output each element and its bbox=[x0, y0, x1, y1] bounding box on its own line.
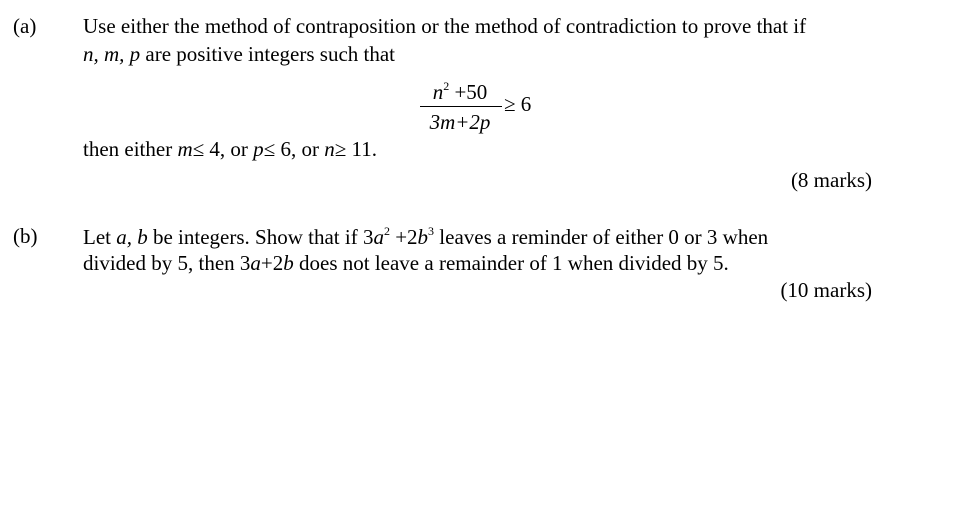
expr1-var-b: b bbox=[417, 225, 429, 249]
expr2-coef-3: 3 bbox=[239, 251, 251, 275]
expr2-plus: +2 bbox=[260, 251, 284, 275]
conclusion-var-n: n bbox=[324, 137, 335, 161]
fraction bbox=[420, 74, 502, 135]
expr2-var-b: b bbox=[283, 251, 294, 275]
part-a-conclusion bbox=[83, 137, 377, 162]
part-a-line-2 bbox=[83, 42, 395, 67]
fraction-numerator bbox=[433, 74, 490, 106]
part-a-marks: (8 marks) bbox=[790, 168, 872, 192]
part-a-variables: n, m, p bbox=[83, 42, 141, 66]
part-b-line-2-end: does not leave a remainder of 1 when divided by 5. bbox=[293, 251, 729, 275]
numerator-exponent: 2 bbox=[443, 79, 450, 93]
part-b-label: (b) bbox=[13, 224, 38, 248]
conclusion-cond-1: ≤ 4, or bbox=[192, 137, 254, 161]
fraction-denominator: 3m+2p bbox=[429, 110, 491, 134]
part-a-line-1: Use either the method of contraposition or the method of contradiction to prove that if bbox=[83, 14, 807, 38]
expr1-var-a: a bbox=[373, 225, 384, 249]
conclusion-cond-2: ≤ 6, or bbox=[263, 137, 325, 161]
inequality-fraction bbox=[420, 74, 531, 135]
part-b-line-1-end: leaves a reminder of either 0 or 3 when bbox=[434, 225, 769, 249]
numerator-constant: +50 bbox=[449, 80, 488, 104]
expr1-plus: +2 bbox=[389, 225, 418, 249]
part-b-line-2 bbox=[83, 251, 729, 276]
conclusion-prefix: then either bbox=[83, 137, 178, 161]
expr1-exp-b: 3 bbox=[428, 224, 435, 238]
part-b-line-1-mid: be integers. Show that if bbox=[147, 225, 363, 249]
part-a-line-2-text: are positive integers such that bbox=[140, 42, 396, 66]
part-b-line-2-pre: divided by 5, then bbox=[83, 251, 240, 275]
part-a-label: (a) bbox=[13, 14, 37, 38]
expr1-exp-a: 2 bbox=[383, 224, 390, 238]
conclusion-cond-3: ≥ 11. bbox=[334, 137, 377, 161]
expr2-var-a: a bbox=[250, 251, 261, 275]
conclusion-var-m: m bbox=[177, 137, 193, 161]
part-b-variables: a, b bbox=[116, 225, 148, 249]
inequality-rhs: ≥ 6 bbox=[504, 92, 532, 116]
part-b-marks: (10 marks) bbox=[780, 278, 872, 302]
part-b-let: Let bbox=[83, 225, 117, 249]
numerator-variable: n bbox=[432, 80, 444, 104]
conclusion-var-p: p bbox=[253, 137, 264, 161]
part-b-line-1 bbox=[83, 224, 872, 250]
expr1-coef-3: 3 bbox=[362, 225, 374, 249]
